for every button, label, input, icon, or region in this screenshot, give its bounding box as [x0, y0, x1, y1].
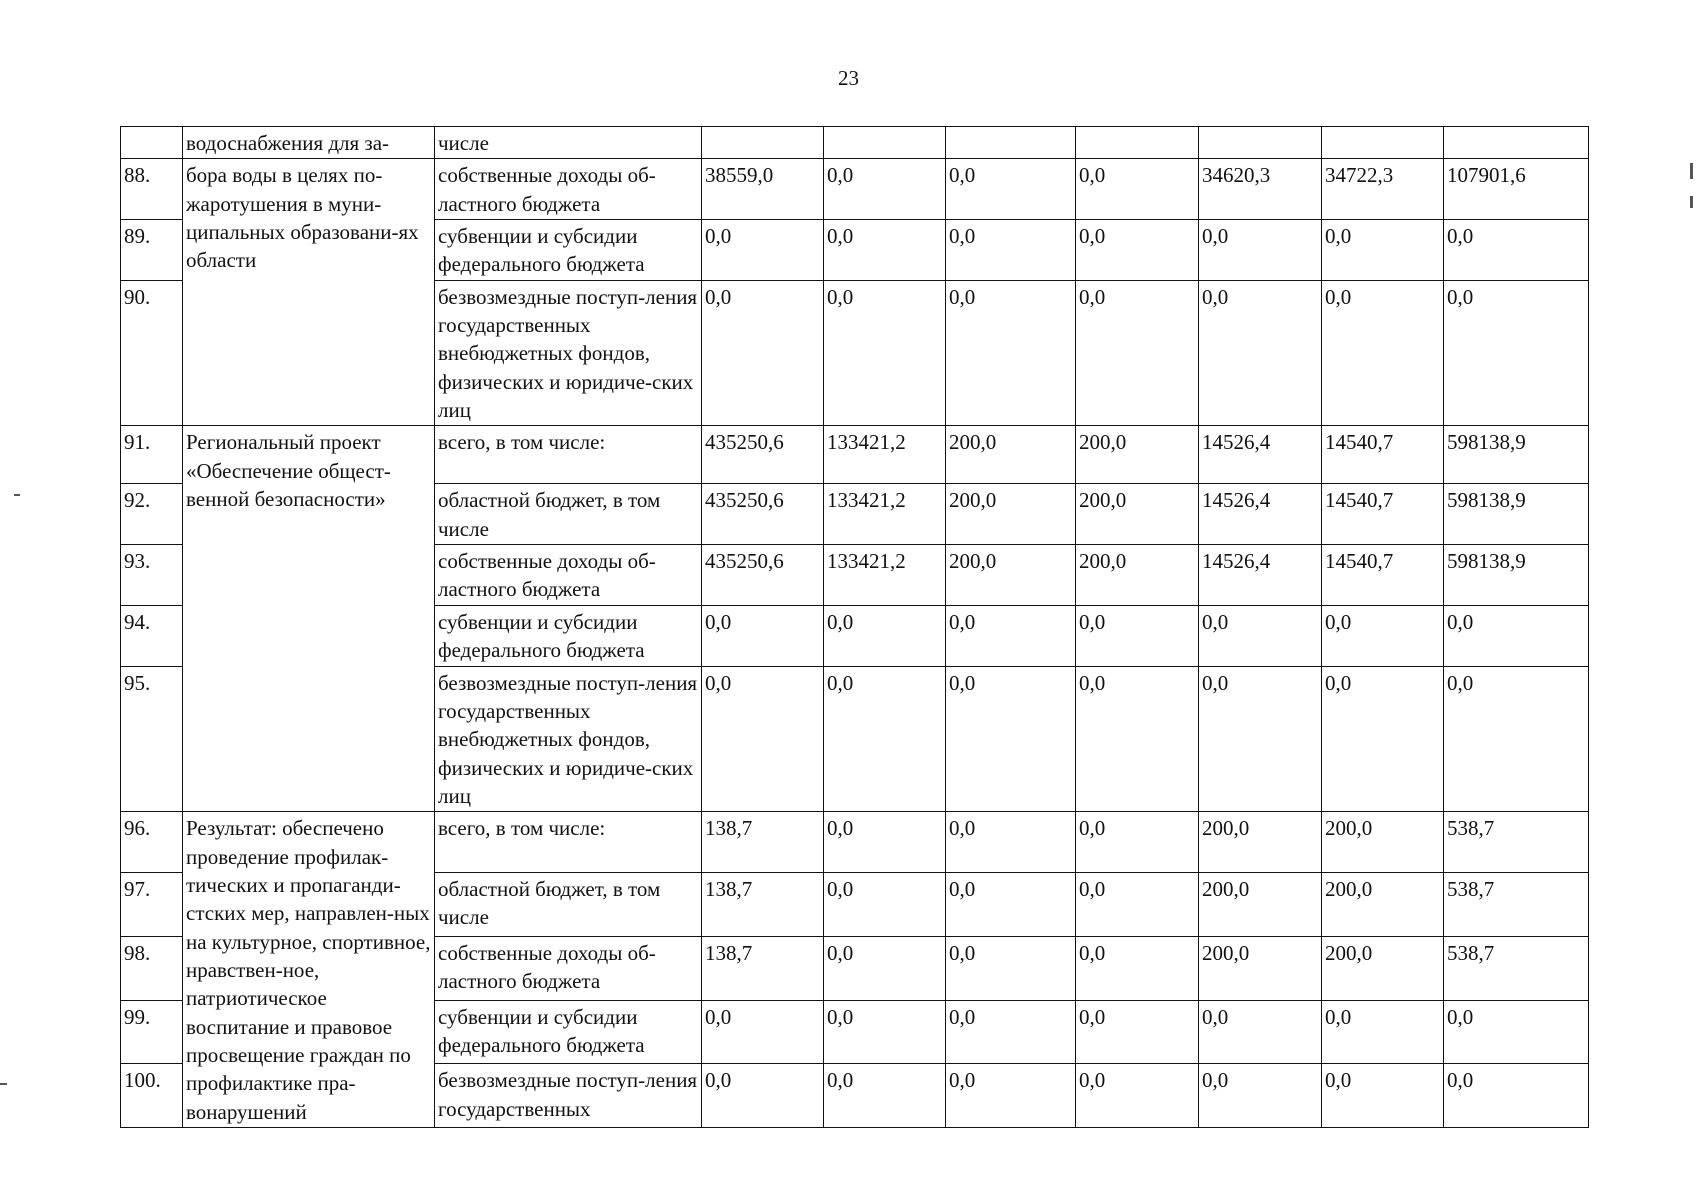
value-cell: 0,0	[1076, 666, 1199, 812]
value-cell: 0,0	[1322, 220, 1444, 281]
value-cell: 200,0	[1199, 873, 1322, 937]
value-cell	[1444, 127, 1589, 159]
value-cell: 0,0	[702, 1064, 824, 1128]
value-cell: 435250,6	[702, 545, 824, 606]
value-cell: 200,0	[946, 426, 1076, 484]
table-row	[121, 127, 1589, 159]
scan-mark	[0, 1083, 7, 1085]
value-cell	[1322, 127, 1444, 159]
value-cell: 0,0	[946, 159, 1076, 220]
funding-source: безвозмездные поступ-ления государственных	[435, 1064, 702, 1128]
scan-mark	[14, 494, 20, 496]
funding-source: субвенции и субсидии федерального бюджета	[435, 605, 702, 666]
value-cell: 200,0	[1322, 936, 1444, 1000]
budget-table	[120, 126, 1589, 1128]
value-cell: 0,0	[1444, 1064, 1589, 1128]
value-cell: 0,0	[702, 220, 824, 281]
value-cell: 0,0	[946, 936, 1076, 1000]
value-cell: 0,0	[1199, 220, 1322, 281]
row-number: 95.	[121, 666, 183, 812]
page-number: 23	[838, 66, 859, 90]
value-cell: 435250,6	[702, 426, 824, 484]
row-number: 92.	[121, 484, 183, 545]
value-cell: 0,0	[1444, 220, 1589, 281]
value-cell: 538,7	[1444, 873, 1589, 937]
value-cell: 0,0	[1076, 812, 1199, 873]
value-cell: 0,0	[824, 220, 946, 281]
value-cell: 133421,2	[824, 484, 946, 545]
table-row	[121, 159, 1589, 220]
value-cell: 200,0	[1076, 426, 1199, 484]
value-cell: 0,0	[1322, 280, 1444, 426]
value-cell: 0,0	[824, 1064, 946, 1128]
value-cell: 14526,4	[1199, 545, 1322, 606]
value-cell: 0,0	[946, 873, 1076, 937]
value-cell: 0,0	[1076, 1064, 1199, 1128]
funding-source: собственные доходы об-ластного бюджета	[435, 936, 702, 1000]
row-number: 96.	[121, 812, 183, 873]
row-number: 99.	[121, 1000, 183, 1064]
value-cell: 0,0	[1322, 1000, 1444, 1064]
row-number: 97.	[121, 873, 183, 937]
value-cell: 0,0	[1076, 936, 1199, 1000]
value-cell: 0,0	[824, 812, 946, 873]
funding-source: субвенции и субсидии федерального бюджета	[435, 220, 702, 281]
value-cell: 34620,3	[1199, 159, 1322, 220]
value-cell: 14540,7	[1322, 545, 1444, 606]
row-number: 93.	[121, 545, 183, 606]
funding-source: безвозмездные поступ-ления государственных внебюджетных фондов, физических и юридиче-ских лиц	[435, 280, 702, 426]
value-cell: 0,0	[824, 936, 946, 1000]
row-number: 94.	[121, 605, 183, 666]
value-cell: 0,0	[1444, 280, 1589, 426]
value-cell: 0,0	[1076, 873, 1199, 937]
scan-mark	[1690, 163, 1693, 179]
value-cell: 0,0	[1199, 1000, 1322, 1064]
value-cell: 34722,3	[1322, 159, 1444, 220]
value-cell: 200,0	[1199, 936, 1322, 1000]
row-number: 91.	[121, 426, 183, 484]
value-cell: 38559,0	[702, 159, 824, 220]
value-cell: 0,0	[702, 280, 824, 426]
value-cell: 107901,6	[1444, 159, 1589, 220]
value-cell: 0,0	[824, 666, 946, 812]
value-cell: 0,0	[1322, 605, 1444, 666]
value-cell: 200,0	[1076, 484, 1199, 545]
value-cell: 200,0	[1322, 873, 1444, 937]
row-description: водоснабжения для за-	[183, 127, 435, 159]
value-cell: 0,0	[946, 1064, 1076, 1128]
value-cell: 200,0	[1322, 812, 1444, 873]
row-number: 88.	[121, 159, 183, 220]
value-cell: 0,0	[1444, 1000, 1589, 1064]
value-cell: 598138,9	[1444, 426, 1589, 484]
value-cell	[702, 127, 824, 159]
funding-source: субвенции и субсидии федерального бюджета	[435, 1000, 702, 1064]
scan-mark	[1690, 196, 1693, 208]
value-cell: 0,0	[702, 605, 824, 666]
value-cell: 0,0	[1199, 666, 1322, 812]
row-number: 89.	[121, 220, 183, 281]
value-cell: 0,0	[1199, 605, 1322, 666]
funding-source: числе	[435, 127, 702, 159]
value-cell: 598138,9	[1444, 545, 1589, 606]
value-cell: 598138,9	[1444, 484, 1589, 545]
value-cell: 0,0	[824, 873, 946, 937]
funding-source: безвозмездные поступ-ления государственных внебюджетных фондов, физических и юридиче-ских лиц	[435, 666, 702, 812]
funding-source: всего, в том числе:	[435, 812, 702, 873]
row-number	[121, 127, 183, 159]
value-cell: 0,0	[1076, 220, 1199, 281]
value-cell: 0,0	[702, 1000, 824, 1064]
value-cell: 0,0	[702, 666, 824, 812]
value-cell: 14540,7	[1322, 426, 1444, 484]
row-number: 100.	[121, 1064, 183, 1128]
value-cell: 0,0	[1076, 159, 1199, 220]
value-cell: 133421,2	[824, 545, 946, 606]
value-cell: 0,0	[824, 605, 946, 666]
value-cell: 200,0	[946, 545, 1076, 606]
value-cell: 0,0	[1444, 666, 1589, 812]
value-cell	[1199, 127, 1322, 159]
value-cell: 0,0	[1322, 666, 1444, 812]
value-cell: 0,0	[946, 812, 1076, 873]
value-cell: 435250,6	[702, 484, 824, 545]
value-cell: 538,7	[1444, 812, 1589, 873]
value-cell: 200,0	[1076, 545, 1199, 606]
funding-source: областной бюджет, в том числе	[435, 484, 702, 545]
row-description: Региональный проект «Обеспечение общест-венной безопасности»	[183, 426, 435, 812]
funding-source: областной бюджет, в том числе	[435, 873, 702, 937]
value-cell	[824, 127, 946, 159]
value-cell: 200,0	[1199, 812, 1322, 873]
value-cell: 0,0	[1076, 280, 1199, 426]
value-cell: 0,0	[824, 159, 946, 220]
table-row	[121, 812, 1589, 873]
value-cell: 0,0	[1076, 1000, 1199, 1064]
row-number: 98.	[121, 936, 183, 1000]
funding-source: собственные доходы об-ластного бюджета	[435, 545, 702, 606]
value-cell: 14526,4	[1199, 484, 1322, 545]
funding-source: собственные доходы об-ластного бюджета	[435, 159, 702, 220]
funding-source: всего, в том числе:	[435, 426, 702, 484]
value-cell: 0,0	[1199, 1064, 1322, 1128]
value-cell: 0,0	[946, 280, 1076, 426]
value-cell: 0,0	[1076, 605, 1199, 666]
value-cell: 14526,4	[1199, 426, 1322, 484]
row-number: 90.	[121, 280, 183, 426]
value-cell: 0,0	[1322, 1064, 1444, 1128]
value-cell	[1076, 127, 1199, 159]
value-cell: 0,0	[824, 280, 946, 426]
value-cell: 138,7	[702, 873, 824, 937]
value-cell: 0,0	[946, 605, 1076, 666]
value-cell: 0,0	[824, 1000, 946, 1064]
value-cell: 133421,2	[824, 426, 946, 484]
value-cell: 138,7	[702, 812, 824, 873]
value-cell: 0,0	[946, 666, 1076, 812]
row-description: бора воды в целях по-жаротушения в муни-ципальных образовани-ях области	[183, 159, 435, 426]
value-cell: 0,0	[946, 1000, 1076, 1064]
value-cell: 138,7	[702, 936, 824, 1000]
value-cell: 0,0	[1199, 280, 1322, 426]
row-description: Результат: обеспечено проведение профилак-тических и пропаганди-стских мер, направлен-ных на культурное, спортивное, нравствен-ное, патриотическое воспитание и правовое просвещение граждан по профилактике пра-вонарушений	[183, 812, 435, 1128]
value-cell	[946, 127, 1076, 159]
value-cell: 14540,7	[1322, 484, 1444, 545]
value-cell: 0,0	[946, 220, 1076, 281]
table-row	[121, 426, 1589, 484]
value-cell: 0,0	[1444, 605, 1589, 666]
value-cell: 200,0	[946, 484, 1076, 545]
value-cell: 538,7	[1444, 936, 1589, 1000]
